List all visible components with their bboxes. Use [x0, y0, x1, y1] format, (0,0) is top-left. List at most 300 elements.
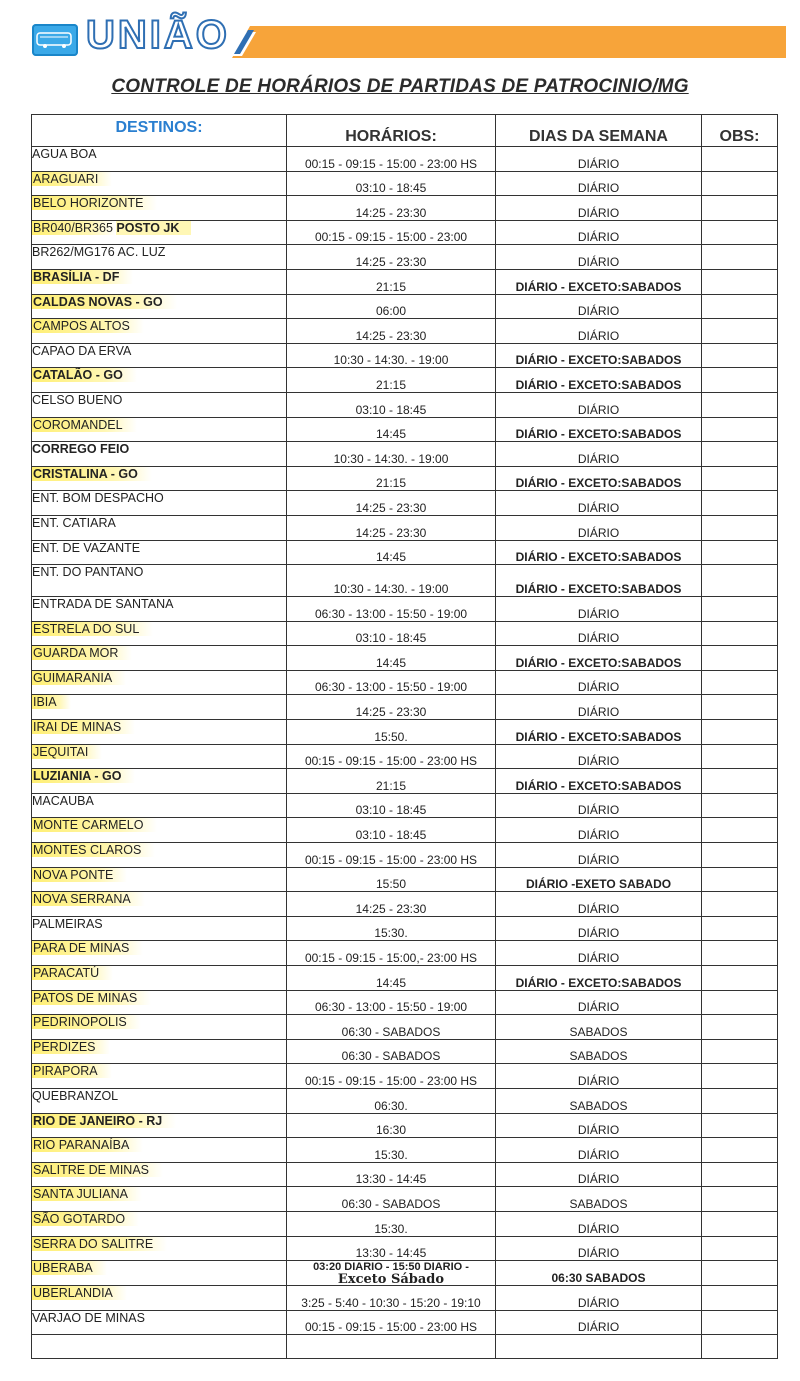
destination-name: GUIMARANIA: [32, 671, 126, 685]
table-row: [32, 220, 778, 245]
horarios-cell: 03:10 - 18:45: [287, 392, 496, 417]
empty-cell: [287, 1335, 496, 1359]
table-row: [32, 597, 778, 622]
dias-cell: DIÁRIO: [496, 171, 702, 196]
header-horarios: HORÁRIOS:: [287, 115, 496, 147]
dias-cell: DIÁRIO: [496, 1286, 702, 1311]
dias-cell: DIÁRIO: [496, 1162, 702, 1187]
destination-name: SERRA DO SALITRE: [32, 1237, 167, 1251]
destination-name: CRISTALINA - GO: [32, 467, 152, 481]
obs-cell: [702, 843, 778, 868]
obs-cell: [702, 442, 778, 467]
dias-cell: DIÁRIO: [496, 818, 702, 843]
destination-name: IBIA: [32, 695, 71, 709]
obs-cell: [702, 196, 778, 221]
table-row: [32, 442, 778, 467]
table-row: [32, 990, 778, 1015]
destination-cell: [32, 892, 287, 917]
destination-cell: [32, 1064, 287, 1089]
destination-cell: [32, 343, 287, 368]
horarios-cell: 10:30 - 14:30. - 19:00: [287, 565, 496, 597]
obs-cell: [702, 1088, 778, 1113]
table-row: [32, 1088, 778, 1113]
destination-cell: [32, 1015, 287, 1040]
table-row: [32, 1064, 778, 1089]
schedule-table: [31, 114, 778, 1359]
destination-cell: [32, 720, 287, 745]
table-row: [32, 565, 778, 597]
table-row: [32, 515, 778, 540]
horarios-cell: 06:30 - SABADOS: [287, 1039, 496, 1064]
horarios-cell: 03:10 - 18:45: [287, 171, 496, 196]
dias-cell: DIÁRIO: [496, 392, 702, 417]
destination-cell: [32, 417, 287, 442]
horarios-cell: 00:15 - 09:15 - 15:00 - 23:00 HS: [287, 843, 496, 868]
destination-name: VARJAO DE MINAS: [32, 1310, 145, 1325]
table-row: [32, 892, 778, 917]
destination-name: SALITRE DE MINAS: [32, 1163, 163, 1177]
obs-cell: [702, 565, 778, 597]
obs-cell: [702, 1113, 778, 1138]
destination-cell: [32, 1138, 287, 1163]
table-row: [32, 171, 778, 196]
horarios-cell: 21:15: [287, 368, 496, 393]
obs-cell: [702, 1211, 778, 1236]
destination-name: CELSO BUENO: [32, 392, 123, 407]
horarios-cell: 06:30 - 13:00 - 15:50 - 19:00: [287, 990, 496, 1015]
table-row: [32, 720, 778, 745]
brand-stripe-graphic: [232, 26, 786, 58]
destination-name: BELO HORIZONTE: [32, 196, 157, 210]
dias-cell: DIÁRIO -EXETO SABADO: [496, 867, 702, 892]
table-row: [32, 392, 778, 417]
destination-cell: [32, 769, 287, 794]
dias-cell: DIÁRIO: [496, 990, 702, 1015]
horarios-cell: 00:15 - 09:15 - 15:00 - 23:00 HS: [287, 1310, 496, 1335]
destination-cell: [32, 744, 287, 769]
horarios-cell: 00:15 - 09:15 - 15:00,- 23:00 HS: [287, 941, 496, 966]
horarios-cell: 21:15: [287, 769, 496, 794]
obs-cell: [702, 1310, 778, 1335]
dias-cell: 06:30 SABADOS: [496, 1261, 702, 1286]
table-row: [32, 769, 778, 794]
dias-cell: DIÁRIO: [496, 1211, 702, 1236]
table-row: [32, 670, 778, 695]
destination-name: BRASÍLIA - DF: [32, 270, 133, 284]
horarios-cell: 06:00: [287, 294, 496, 319]
horarios-cell: 15:50.: [287, 720, 496, 745]
horarios-cell: 13:30 - 14:45: [287, 1162, 496, 1187]
horarios-cell: 00:15 - 09:15 - 15:00 - 23:00 HS: [287, 1064, 496, 1089]
table-row: [32, 269, 778, 294]
destination-name: MACAUBA: [32, 793, 94, 808]
dias-cell: DIÁRIO - EXCETO:SABADOS: [496, 368, 702, 393]
obs-cell: [702, 597, 778, 622]
table-row: [32, 1236, 778, 1261]
dias-cell: SABADOS: [496, 1088, 702, 1113]
table-row: [32, 1261, 778, 1286]
destination-name: RIO DE JANEIRO - RJ: [32, 1114, 176, 1128]
table-row: [32, 1138, 778, 1163]
destination-name: ENT. BOM DESPACHO: [32, 491, 164, 506]
obs-cell: [702, 941, 778, 966]
destination-name: CAPAO DA ERVA: [32, 343, 132, 358]
destination-name: MONTE CARMELO: [32, 818, 157, 832]
destination-cell: [32, 392, 287, 417]
destination-cell: [32, 867, 287, 892]
destination-name: BR040/BR365: [33, 220, 117, 235]
destination-cell: [32, 1286, 287, 1311]
obs-cell: [702, 1187, 778, 1212]
obs-cell: [702, 867, 778, 892]
empty-cell: [496, 1335, 702, 1359]
obs-cell: [702, 1261, 778, 1286]
destination-cell: [32, 220, 287, 245]
destination-name: GUARDA MOR: [32, 646, 132, 660]
destination-cell: [32, 196, 287, 221]
obs-cell: [702, 966, 778, 991]
table-row: [32, 1310, 778, 1335]
horarios-cell: 14:25 - 23:30: [287, 892, 496, 917]
destination-name: RIO PARANAÍBA: [32, 1138, 143, 1152]
horarios-cell: 14:25 - 23:30: [287, 196, 496, 221]
table-row: [32, 621, 778, 646]
obs-cell: [702, 368, 778, 393]
horarios-cell: 06:30 - 13:00 - 15:50 - 19:00: [287, 597, 496, 622]
destination-cell: [32, 565, 287, 597]
obs-cell: [702, 491, 778, 516]
horarios-cell: 10:30 - 14:30. - 19:00: [287, 343, 496, 368]
obs-cell: [702, 1064, 778, 1089]
destination-cell: [32, 1211, 287, 1236]
dias-cell: DIÁRIO: [496, 1236, 702, 1261]
empty-table-row: [32, 1335, 778, 1359]
horarios-cell: 06:30 - 13:00 - 15:50 - 19:00: [287, 670, 496, 695]
table-row: [32, 1113, 778, 1138]
table-row: [32, 540, 778, 565]
destination-cell: [32, 966, 287, 991]
horarios-cell: 00:15 - 09:15 - 15:00 - 23:00 HS: [287, 147, 496, 172]
obs-cell: [702, 769, 778, 794]
horarios-cell: 14:25 - 23:30: [287, 695, 496, 720]
obs-cell: [702, 269, 778, 294]
horarios-line-2: Exceto Sábado: [337, 1272, 445, 1286]
bus-logo-icon: [32, 24, 78, 56]
table-row: [32, 1015, 778, 1040]
dias-cell: DIÁRIO: [496, 621, 702, 646]
destination-cell: [32, 695, 287, 720]
horarios-cell: 15:30.: [287, 1138, 496, 1163]
horarios-cell: 21:15: [287, 269, 496, 294]
obs-cell: [702, 793, 778, 818]
destination-name: ARAGUARI: [32, 172, 112, 186]
horarios-cell: 16:30: [287, 1113, 496, 1138]
destination-cell: [32, 1236, 287, 1261]
horarios-cell: 14:25 - 23:30: [287, 491, 496, 516]
horarios-cell: 14:25 - 23:30: [287, 245, 496, 270]
table-row: [32, 843, 778, 868]
horarios-cell: 06:30.: [287, 1088, 496, 1113]
obs-cell: [702, 319, 778, 344]
destination-cell: [32, 1113, 287, 1138]
destination-cell: [32, 515, 287, 540]
destination-cell: [32, 245, 287, 270]
horarios-cell: 14:25 - 23:30: [287, 515, 496, 540]
destination-name: QUEBRANZOL: [32, 1088, 119, 1103]
destination-name: BR262/MG176 AC. LUZ: [32, 245, 166, 260]
obs-cell: [702, 245, 778, 270]
destination-name: NOVA PONTE: [32, 868, 127, 882]
obs-cell: [702, 892, 778, 917]
destination-cell: [32, 269, 287, 294]
table-row: [32, 1187, 778, 1212]
horarios-line-1: 03:20 DIARIO - 15:50 DIARIO -: [313, 1261, 469, 1274]
horarios-cell: 14:45: [287, 417, 496, 442]
horarios-cell: 13:30 - 14:45: [287, 1236, 496, 1261]
dias-cell: DIÁRIO - EXCETO:SABADOS: [496, 343, 702, 368]
destination-cell: [32, 818, 287, 843]
dias-cell: DIÁRIO - EXCETO:SABADOS: [496, 720, 702, 745]
obs-cell: [702, 1162, 778, 1187]
horarios-cell: 00:15 - 09:15 - 15:00 - 23:00 HS: [287, 744, 496, 769]
destination-name: PERDIZES: [32, 1040, 110, 1054]
dias-cell: DIÁRIO - EXCETO:SABADOS: [496, 269, 702, 294]
dias-cell: DIÁRIO: [496, 916, 702, 941]
dias-cell: DIÁRIO: [496, 892, 702, 917]
destination-name: ENTRADA DE SANTANA: [32, 597, 174, 612]
obs-cell: [702, 417, 778, 442]
destination-name: ENT. CATIARA: [32, 515, 116, 530]
horarios-cell: 00:15 - 09:15 - 15:00 - 23:00: [287, 220, 496, 245]
horarios-cell: 03:10 - 18:45: [287, 621, 496, 646]
dias-cell: DIÁRIO: [496, 196, 702, 221]
destination-cell: [32, 843, 287, 868]
dias-cell: DIÁRIO: [496, 1138, 702, 1163]
header-dias: DIAS DA SEMANA: [496, 115, 702, 147]
destination-cell: [32, 171, 287, 196]
dias-cell: DIÁRIO: [496, 1064, 702, 1089]
obs-cell: [702, 1236, 778, 1261]
table-row: [32, 867, 778, 892]
destination-name: CATALÃO - GO: [32, 368, 137, 382]
destination-cell: [32, 793, 287, 818]
obs-cell: [702, 744, 778, 769]
destination-cell: [32, 442, 287, 467]
dias-cell: DIÁRIO: [496, 515, 702, 540]
dias-cell: DIÁRIO - EXCETO:SABADOS: [496, 417, 702, 442]
table-header-row: [32, 115, 778, 147]
header: [0, 0, 800, 70]
empty-cell: [32, 1335, 287, 1359]
destination-cell: [32, 1261, 287, 1286]
obs-cell: [702, 540, 778, 565]
destination-name: SÃO GOTARDO: [32, 1212, 139, 1226]
destination-name: PARACATÚ: [32, 966, 113, 980]
obs-cell: [702, 646, 778, 671]
dias-cell: DIÁRIO: [496, 695, 702, 720]
horarios-cell: 14:45: [287, 966, 496, 991]
table-row: [32, 744, 778, 769]
dias-cell: DIÁRIO: [496, 670, 702, 695]
table-row: [32, 466, 778, 491]
destination-name-bold-part: POSTO JK: [116, 221, 191, 235]
dias-cell: DIÁRIO: [496, 941, 702, 966]
table-row: [32, 646, 778, 671]
dias-cell: DIÁRIO: [496, 597, 702, 622]
schedule-body: [32, 147, 778, 1359]
dias-cell: DIÁRIO - EXCETO:SABADOS: [496, 565, 702, 597]
destination-cell: [32, 941, 287, 966]
table-row: [32, 417, 778, 442]
dias-cell: DIÁRIO - EXCETO:SABADOS: [496, 966, 702, 991]
obs-cell: [702, 818, 778, 843]
dias-cell: DIÁRIO: [496, 245, 702, 270]
destination-name: UBERABA: [32, 1261, 107, 1275]
table-row: [32, 343, 778, 368]
destination-name: UBERLANDIA: [32, 1286, 127, 1300]
obs-cell: [702, 515, 778, 540]
horarios-cell: 03:10 - 18:45: [287, 818, 496, 843]
destination-cell: [32, 1187, 287, 1212]
table-row: [32, 294, 778, 319]
destination-name: ENT. DO PANTANO: [32, 565, 144, 580]
table-row: [32, 1211, 778, 1236]
table-row: [32, 319, 778, 344]
destination-name: NOVA SERRANA: [32, 892, 145, 906]
dias-cell: DIÁRIO: [496, 744, 702, 769]
table-row: [32, 1039, 778, 1064]
horarios-cell: 06:30 - SABADOS: [287, 1015, 496, 1040]
dias-cell: DIÁRIO: [496, 843, 702, 868]
destination-name: JEQUITAI: [32, 745, 102, 759]
horarios-cell: 14:25 - 23:30: [287, 319, 496, 344]
destination-cell: [32, 597, 287, 622]
brand-logo-text: UNIÃO: [86, 13, 230, 57]
obs-cell: [702, 343, 778, 368]
destination-cell: [32, 1039, 287, 1064]
table-row: [32, 368, 778, 393]
destination-cell: [32, 319, 287, 344]
horarios-cell: 15:30.: [287, 1211, 496, 1236]
table-row: [32, 966, 778, 991]
dias-cell: SABADOS: [496, 1039, 702, 1064]
destination-name: PIRAPORA: [32, 1064, 112, 1078]
table-row: [32, 818, 778, 843]
destination-name: PEDRINOPOLIS: [32, 1015, 141, 1029]
empty-cell: [702, 1335, 778, 1359]
dias-cell: DIÁRIO: [496, 319, 702, 344]
dias-cell: DIÁRIO: [496, 147, 702, 172]
document-title: CONTROLE DE HORÁRIOS DE PARTIDAS DE PATROCINIO/MG: [111, 76, 689, 97]
destination-name: PALMEIRAS: [32, 916, 103, 931]
destination-cell: [32, 294, 287, 319]
destination-name: CORREGO FEIO: [32, 442, 130, 457]
destination-name: ENT. DE VAZANTE: [32, 540, 141, 555]
destination-cell: [32, 368, 287, 393]
obs-cell: [702, 916, 778, 941]
table-row: [32, 245, 778, 270]
dias-cell: SABADOS: [496, 1015, 702, 1040]
destination-name: CAMPOS ALTOS: [32, 319, 144, 333]
destination-cell: [32, 646, 287, 671]
dias-cell: DIÁRIO: [496, 442, 702, 467]
destination-name: MONTES CLAROS: [32, 843, 155, 857]
table-row: [32, 793, 778, 818]
destination-cell: [32, 540, 287, 565]
dias-cell: SABADOS: [496, 1187, 702, 1212]
obs-cell: [702, 294, 778, 319]
obs-cell: [702, 670, 778, 695]
dias-cell: DIÁRIO: [496, 294, 702, 319]
obs-cell: [702, 1286, 778, 1311]
destination-name: SANTA JULIANA: [32, 1187, 142, 1201]
destination-cell: [32, 147, 287, 172]
destination-name: CALDAS NOVAS - GO: [32, 295, 177, 309]
dias-cell: DIÁRIO: [496, 1310, 702, 1335]
horarios-cell: 03:10 - 18:45: [287, 793, 496, 818]
obs-cell: [702, 621, 778, 646]
dias-cell: DIÁRIO - EXCETO:SABADOS: [496, 646, 702, 671]
obs-cell: [702, 220, 778, 245]
dias-cell: DIÁRIO: [496, 491, 702, 516]
obs-cell: [702, 990, 778, 1015]
horarios-cell: 21:15: [287, 466, 496, 491]
horarios-cell: 3:25 - 5:40 - 10:30 - 15:20 - 19:10: [287, 1286, 496, 1311]
obs-cell: [702, 171, 778, 196]
table-row: [32, 1162, 778, 1187]
obs-cell: [702, 695, 778, 720]
destination-name: PARA DE MINAS: [32, 941, 143, 955]
dias-cell: DIÁRIO: [496, 793, 702, 818]
destination-name: AGUA BOA: [32, 147, 97, 161]
obs-cell: [702, 147, 778, 172]
horarios-cell: 14:45: [287, 646, 496, 671]
destination-cell: [32, 1088, 287, 1113]
table-row: [32, 695, 778, 720]
destination-cell: [32, 670, 287, 695]
obs-cell: [702, 466, 778, 491]
destination-name: PATOS DE MINAS: [32, 991, 151, 1005]
horarios-cell: 15:30.: [287, 916, 496, 941]
table-row: [32, 916, 778, 941]
dias-cell: DIÁRIO: [496, 1113, 702, 1138]
table-row: [32, 196, 778, 221]
obs-cell: [702, 1138, 778, 1163]
horarios-cell: 15:50: [287, 867, 496, 892]
dias-cell: DIÁRIO - EXCETO:SABADOS: [496, 769, 702, 794]
table-row: [32, 491, 778, 516]
destination-name: LUZIANIA - GO: [32, 769, 135, 783]
table-row: [32, 147, 778, 172]
horarios-cell: 06:30 - SABADOS: [287, 1187, 496, 1212]
horarios-cell: 10:30 - 14:30. - 19:00: [287, 442, 496, 467]
destination-name: COROMANDEL: [32, 418, 137, 432]
table-row: [32, 941, 778, 966]
destination-cell: [32, 466, 287, 491]
dias-cell: DIÁRIO - EXCETO:SABADOS: [496, 540, 702, 565]
destination-cell: [32, 1310, 287, 1335]
destination-cell: [32, 990, 287, 1015]
horarios-cell: 14:45: [287, 540, 496, 565]
destination-cell: [32, 916, 287, 941]
destination-cell: [32, 491, 287, 516]
horarios-cell: [287, 1261, 496, 1286]
obs-cell: [702, 392, 778, 417]
destination-name: ESTRELA DO SUL: [32, 622, 153, 636]
table-row: [32, 1286, 778, 1311]
obs-cell: [702, 1015, 778, 1040]
destination-name: IRAI DE MINAS: [32, 720, 135, 734]
